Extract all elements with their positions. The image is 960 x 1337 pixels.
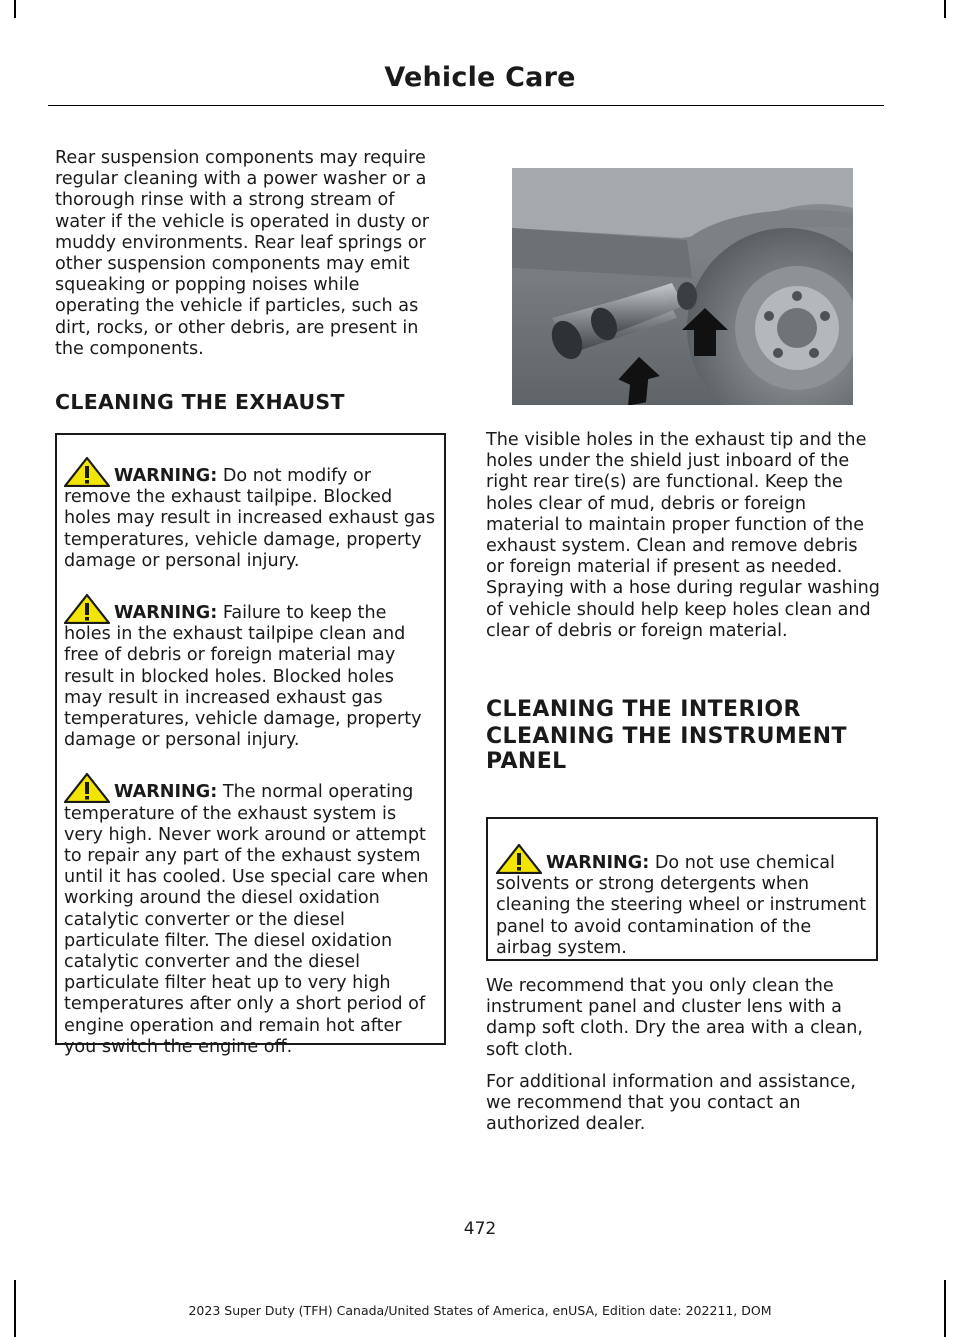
page-title: Vehicle Care: [384, 62, 576, 93]
warning-exhaust-3: [64, 773, 437, 1058]
crop-mark-top-left: [14, 0, 16, 18]
cleaning-recommendation-paragraph: We recommend that you only clean the instrument panel and cluster lens with a damp soft cloth. Dry the area with a clean, soft cloth.: [486, 976, 863, 1060]
dealer-paragraph: For additional information and assistance, we recommend that you contact an authorized dealer.: [486, 1072, 856, 1135]
left-column: [55, 148, 447, 360]
heading-cleaning-interior: CLEANING THE INTERIOR: [486, 697, 801, 722]
exhaust-warnings-box: [55, 433, 446, 1057]
warning-label: WARNING:: [546, 853, 650, 873]
warning-instrument-panel: [496, 844, 869, 959]
warning-triangle-icon: [496, 844, 542, 874]
warning-text: Failure to keep the holes in the exhaust tailpipe clean and free of debris or foreign material may result in blocked holes. Blocked holes may result in increased exhaust gas temperatures, vehicle damage, property damage or personal injury.: [64, 603, 422, 751]
warning-triangle-icon: [64, 594, 110, 624]
right-column: [486, 430, 880, 642]
warning-label: WARNING:: [114, 466, 218, 486]
heading-cleaning-instrument-panel: CLEANING THE INSTRUMENT PANEL: [486, 724, 847, 774]
warning-text: Do not use chemical solvents or strong detergents when cleaning the steering wheel or instrument panel to avoid contamination of the airbag system.: [496, 853, 867, 958]
warning-exhaust-2: [64, 594, 437, 751]
instrument-panel-warning-box: [486, 817, 878, 961]
page-number: 472: [463, 1219, 497, 1239]
warning-label: WARNING:: [114, 603, 218, 624]
edition-footer: 2023 Super Duty (TFH) Canada/United States of America, enUSA, Edition date: 202211, DOM: [188, 1303, 772, 1318]
crop-mark-top-right: [944, 0, 946, 18]
warning-triangle-icon: [64, 773, 110, 803]
warning-text: The normal operating temperature of the exhaust system is very high. Never work around or attempt to repair any part of the exhaust system until it has cooled. Use special care when working around the diesel oxidation catalytic converter or the diesel particulate filter. The diesel oxidation catalytic converter and the diesel particulate filter heat up to very high temperatures after only a short period of engine operation and remain hot after you switch the engine off.: [64, 782, 429, 1057]
suspension-paragraph: Rear suspension components may require regular cleaning with a power washer or a thorough rinse with a strong stream of water if the vehicle is operated in dusty or muddy environments. Rear leaf springs or other suspension components may emit squeaking or popping noises while operating the vehicle if particles, such as dirt, rocks, or other debris, are present in the components.: [55, 148, 430, 359]
exhaust-illustration: [512, 168, 853, 405]
warning-label: WARNING:: [114, 782, 218, 803]
warning-triangle-icon: [64, 457, 110, 487]
header-divider: [48, 105, 884, 106]
heading-cleaning-exhaust: CLEANING THE EXHAUST: [55, 390, 345, 414]
exhaust-holes-paragraph: The visible holes in the exhaust tip and the holes under the shield just inboard of the right rear tire(s) are functional. Keep the holes clear of mud, debris or foreign material to maintain proper function of the exhaust system. Clean and remove debris or foreign material if present as needed. Spraying with a hose during regular washing of vehicle should help keep holes clean and clear of debris or foreign material.: [486, 430, 880, 641]
warning-exhaust-1: [64, 457, 437, 572]
warning-text: Do not modify or remove the exhaust tailpipe. Blocked holes may result in increased exhaust gas temperatures, vehicle damage, property damage or personal injury.: [64, 466, 436, 571]
